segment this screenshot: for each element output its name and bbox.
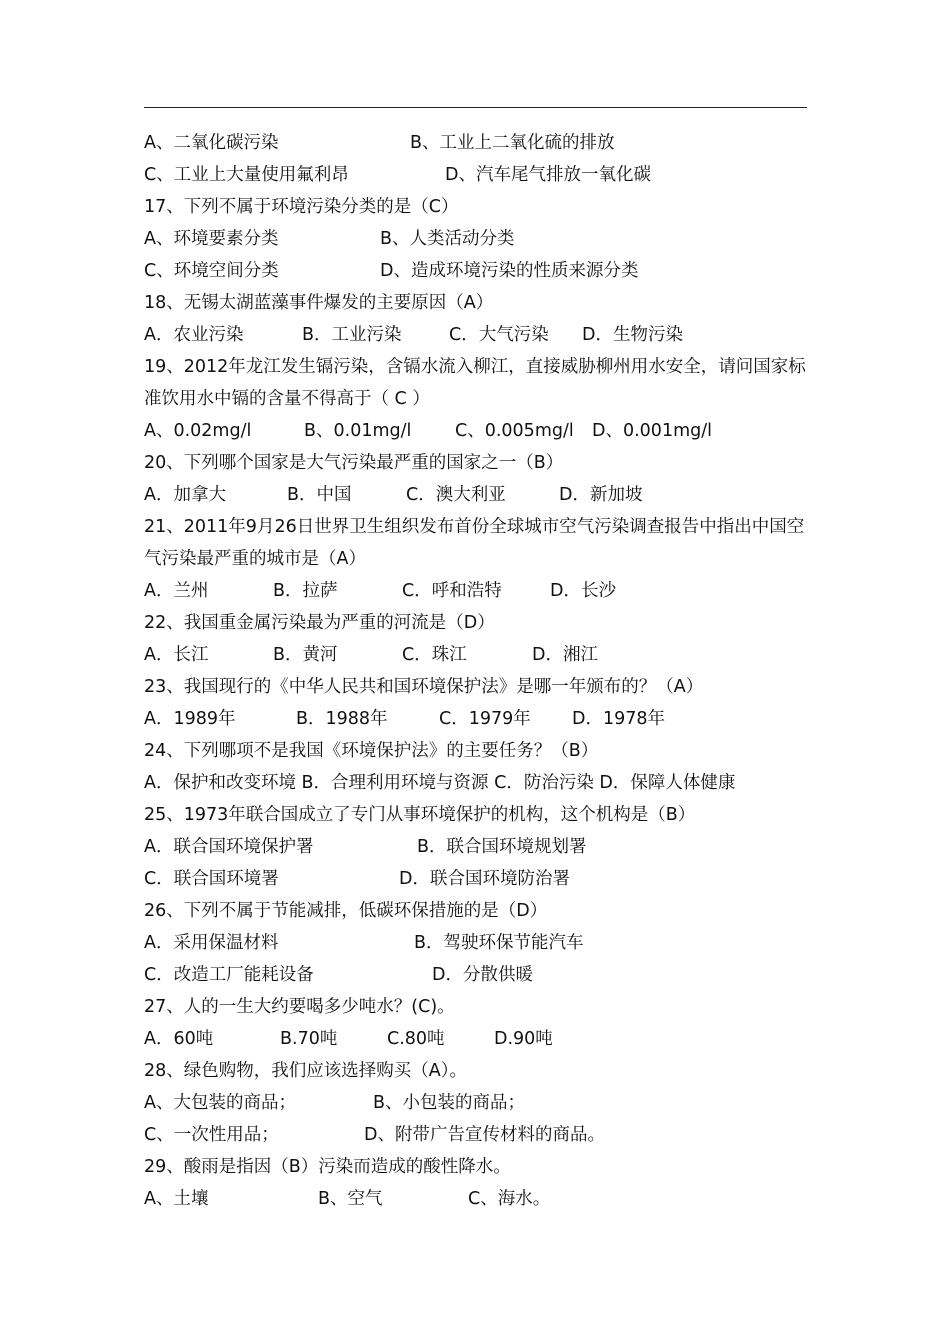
q17-options-row-1 — [144, 223, 809, 255]
q27-option-a: A．60吨 — [144, 1029, 214, 1049]
q28-option-c: C、一次性用品； — [144, 1125, 279, 1145]
q26-option-d: D．分散供暖 — [432, 965, 533, 985]
q19-question: 19、2012年龙江发生镉污染，含镉水流入柳江，直接威胁柳州用水安全，请问国家标准饮用水中镉的含量不得高于（ C ） — [144, 357, 806, 409]
q17-option-b: B、人类活动分类 — [380, 229, 515, 249]
q21-option-c: C．呼和浩特 — [402, 581, 502, 601]
q25-option-d: D．联合国环境防治署 — [399, 869, 570, 889]
q23-question: 23、我国现行的《中华人民共和国环境保护法》是哪一年颁布的？（A） — [144, 677, 704, 697]
q18-option-b: B．工业污染 — [302, 325, 402, 345]
q27-question: 27、人的一生大约要喝多少吨水？(C)。 — [144, 997, 455, 1017]
q26-options-row-1 — [144, 927, 809, 959]
q24-question: 24、下列哪项不是我国《环境保护法》的主要任务？（B） — [144, 741, 599, 761]
q26-question: 26、下列不属于节能减排，低碳环保措施的是（D） — [144, 901, 548, 921]
q28-option-d: D、附带广告宣传材料的商品。 — [364, 1125, 605, 1145]
q29-question: 29、酸雨是指因（B）污染而造成的酸性降水。 — [144, 1157, 511, 1177]
q16-options-row-2 — [144, 159, 809, 191]
q19-option-a: A、0.02mg/l — [144, 421, 252, 441]
q25-question: 25、1973年联合国成立了专门从事环境保护的机构，这个机构是（B） — [144, 805, 696, 825]
q17-option-c: C、环境空间分类 — [144, 261, 279, 281]
q17-question: 17、下列不属于环境污染分类的是（C） — [144, 197, 459, 217]
q21-question: 21、2011年9月26日世界卫生组织发布首份全球城市空气污染调查报告中指出中国空气污染最严重的城市是（A） — [144, 517, 805, 569]
q26-option-b: B．驾驶环保节能汽车 — [414, 933, 584, 953]
q20-option-c: C．澳大利亚 — [406, 485, 506, 505]
q17-option-d: D、造成环境污染的性质来源分类 — [380, 261, 639, 281]
q28-options-row-2 — [144, 1119, 809, 1151]
q24-options: A．保护和改变环境 B．合理利用环境与资源 C．防治污染 D．保障人体健康 — [144, 773, 736, 793]
q29-option-b: B、空气 — [318, 1189, 383, 1209]
q27-option-b: B.70吨 — [280, 1029, 338, 1049]
q19-option-c: C、0.005mg/l — [455, 421, 574, 441]
q22-option-d: D．湘江 — [532, 645, 598, 665]
q21-option-b: B．拉萨 — [273, 581, 338, 601]
q20-options — [144, 479, 809, 511]
q20-option-a: A．加拿大 — [144, 485, 226, 505]
q22-option-c: C．珠江 — [402, 645, 467, 665]
q23-option-d: D．1978年 — [572, 709, 666, 729]
q16-option-b: B、工业上二氧化硫的排放 — [410, 133, 615, 153]
q18-option-c: C．大气污染 — [449, 325, 549, 345]
q29-options — [144, 1183, 809, 1215]
q20-option-d: D．新加坡 — [559, 485, 643, 505]
q17-option-a: A、环境要素分类 — [144, 229, 279, 249]
q25-options-row-2 — [144, 863, 809, 895]
q21-options — [144, 575, 809, 607]
q20-question: 20、下列哪个国家是大气污染最严重的国家之一（B） — [144, 453, 564, 473]
q22-option-b: B．黄河 — [273, 645, 338, 665]
q22-options — [144, 639, 809, 671]
q23-option-c: C．1979年 — [439, 709, 531, 729]
q19-option-b: B、0.01mg/l — [304, 421, 412, 441]
q25-option-a: A．联合国环境保护署 — [144, 837, 314, 857]
q17-options-row-2 — [144, 255, 809, 287]
q23-options — [144, 703, 809, 735]
q20-option-b: B．中国 — [287, 485, 352, 505]
q28-options-row-1 — [144, 1087, 809, 1119]
q23-option-a: A．1989年 — [144, 709, 236, 729]
q21-option-a: A．兰州 — [144, 581, 209, 601]
q22-question: 22、我国重金属污染最为严重的河流是（D） — [144, 613, 495, 633]
header-rule — [144, 107, 807, 108]
q27-options — [144, 1023, 809, 1055]
q29-option-a: A、土壤 — [144, 1189, 209, 1209]
q29-option-c: C、海水。 — [468, 1189, 551, 1209]
q28-option-b: B、小包装的商品； — [373, 1093, 526, 1113]
q28-question: 28、绿色购物，我们应该选择购买（A）。 — [144, 1061, 467, 1081]
q16-option-d: D、汽车尾气排放一氧化碳 — [445, 165, 651, 185]
q19-option-d: D、0.001mg/l — [592, 421, 712, 441]
q25-option-c: C．联合国环境署 — [144, 869, 279, 889]
q16-option-c: C、工业上大量使用氟利昂 — [144, 165, 349, 185]
q27-option-c: C.80吨 — [387, 1029, 445, 1049]
q28-option-a: A、大包装的商品； — [144, 1093, 296, 1113]
q18-question: 18、无锡太湖蓝藻事件爆发的主要原因（A） — [144, 293, 494, 313]
q27-option-d: D.90吨 — [494, 1029, 553, 1049]
q26-option-c: C．改造工厂能耗设备 — [144, 965, 314, 985]
q18-options — [144, 319, 809, 351]
q16-option-a: A、二氧化碳污染 — [144, 133, 279, 153]
q21-option-d: D．长沙 — [550, 581, 616, 601]
q25-option-b: B．联合国环境规划署 — [417, 837, 587, 857]
q18-option-d: D．生物污染 — [582, 325, 683, 345]
q22-option-a: A．长江 — [144, 645, 209, 665]
q16-options-row-1 — [144, 127, 809, 159]
q26-options-row-2 — [144, 959, 809, 991]
q23-option-b: B．1988年 — [296, 709, 388, 729]
q26-option-a: A．采用保温材料 — [144, 933, 279, 953]
q25-options-row-1 — [144, 831, 809, 863]
document-body — [144, 127, 809, 1215]
q19-options — [144, 415, 809, 447]
q18-option-a: A．农业污染 — [144, 325, 244, 345]
